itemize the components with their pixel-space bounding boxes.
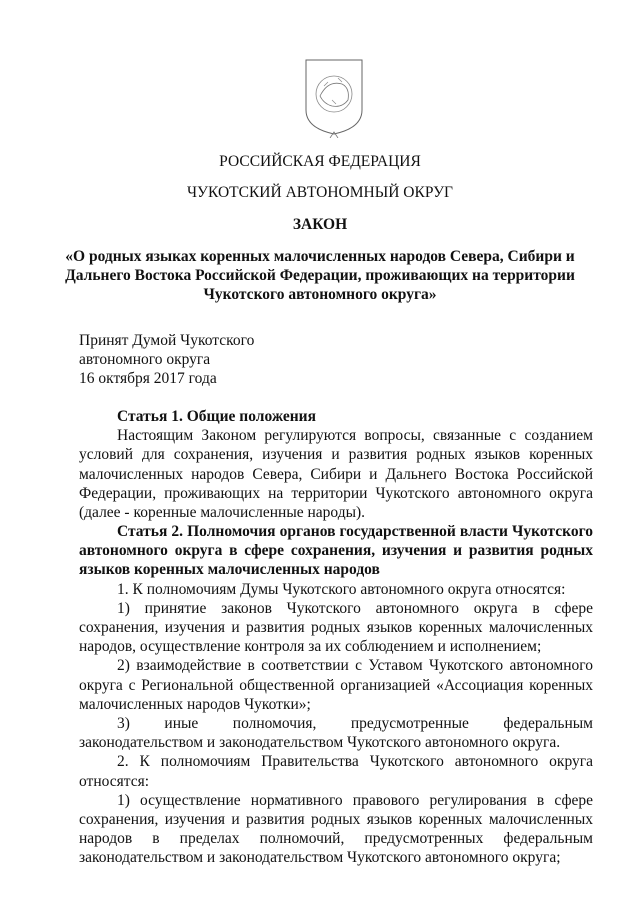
article-2-paragraph: 1) принятие законов Чукотского автономного округа в сфере сохранения, изучения и развития родных языков коренных малочисленных народов, осуществление контроля за их соблюдением и исполнением; [79, 599, 593, 656]
law-title-line-3: Чукотского автономного округа» [203, 286, 437, 303]
article-1-heading: Статья 1. Общие положения [117, 408, 316, 425]
article-2-heading: Статья 2. Полномочия органов государственной власти Чукотского автономного округа в сфере сохранения, изучения и развития родных языков коренных малочисленных народов [79, 523, 593, 579]
document-type: ЗАКОН [292, 216, 348, 233]
adoption-line-2: автономного округа [79, 351, 211, 368]
coat-of-arms-icon [302, 56, 366, 138]
region-heading: ЧУКОТСКИЙ АВТОНОМНЫЙ ОКРУГ [186, 184, 454, 201]
adoption-line-1: Принят Думой Чукотского [79, 332, 255, 349]
law-title-line-1: «О родных языках коренных малочисленных народов Севера, Сибири и [65, 248, 575, 265]
article-2 [79, 522, 593, 868]
adoption-info [79, 331, 379, 388]
article-2-paragraph: 3) иные полномочия, предусмотренные федеральным законодательством и законодательством Чукотского автономного округа. [79, 715, 593, 752]
law-title-line-2: Дальнего Востока Российской Федерации, проживающих на территории [65, 267, 575, 284]
article-2-paragraph: 1. К полномочиям Думы Чукотского автономного округа относятся: [117, 580, 566, 598]
article-2-paragraph: 1) осуществление нормативного правового регулирования в сфере сохранения, изучения и развития родных языков коренных малочисленных народов в пределах полномочий, предусмотренных федеральным законодательством и законодательством Чукотского автономного округа; [79, 791, 593, 867]
article-1 [79, 407, 593, 522]
article-1-text: Настоящим Законом регулируются вопросы, связанные с созданием условий для сохранения, изучения и развития родных языков коренных малочисленных народов Севера, Сибири и Дальнего Востока Российской Федерации, проживающих на территории Чукотского автономного округа (далее - коренные малочисленные народы). [79, 427, 593, 522]
country-heading: РОССИЙСКАЯ ФЕДЕРАЦИЯ [219, 153, 421, 170]
article-2-paragraph: 2. К полномочиям Правительства Чукотского автономного округа относятся: [79, 753, 593, 790]
adoption-date: 16 октября 2017 года [79, 370, 217, 387]
article-2-paragraph: 2) взаимодействие в соответствии с Уставом Чукотского автономного округа с Региональной общественной организацией «Ассоциация коренных малочисленных народов Чукотки»; [79, 657, 593, 713]
